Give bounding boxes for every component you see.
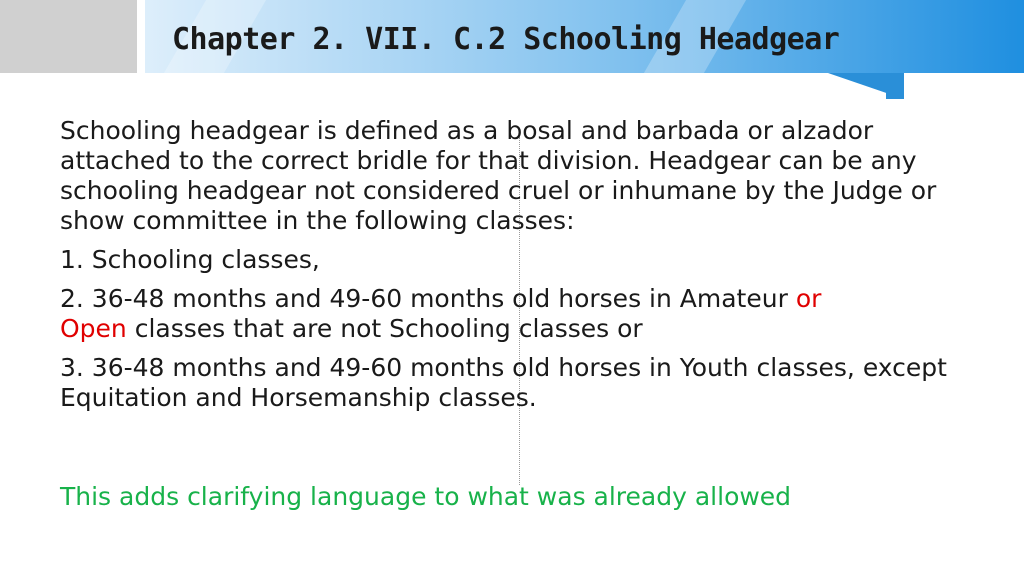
header-gray-block <box>0 0 137 73</box>
body-paragraph: Schooling headgear is defined as a bosal and barbada or alzador attached to the correct bridle for that division. Headgear can be any schooling headgear not considered cruel or inhumane by the Judge or show committee in the following classes: <box>60 116 937 235</box>
clarification-note: This adds clarifying language to what was already allowed <box>60 482 792 511</box>
list-item-2 <box>60 284 960 344</box>
highlight-open: Open <box>60 314 127 343</box>
slide-title: Chapter 2. VII. C.2 Schooling Headgear <box>172 22 840 57</box>
list-item-3: 3. 36-48 months and 49-60 months old horses in Youth classes, except Equitation and Horsemanship classes. <box>60 353 947 412</box>
list-item-1: 1. Schooling classes, <box>60 245 320 274</box>
header-tab-fill <box>886 73 904 99</box>
list-item-2-text-end: classes that are not Schooling classes or <box>126 314 643 343</box>
list-item-2-text: 2. 36-48 months and 49-60 months old horses in Amateur <box>60 284 796 313</box>
slide-body <box>60 116 960 413</box>
highlight-or: or <box>795 284 822 313</box>
